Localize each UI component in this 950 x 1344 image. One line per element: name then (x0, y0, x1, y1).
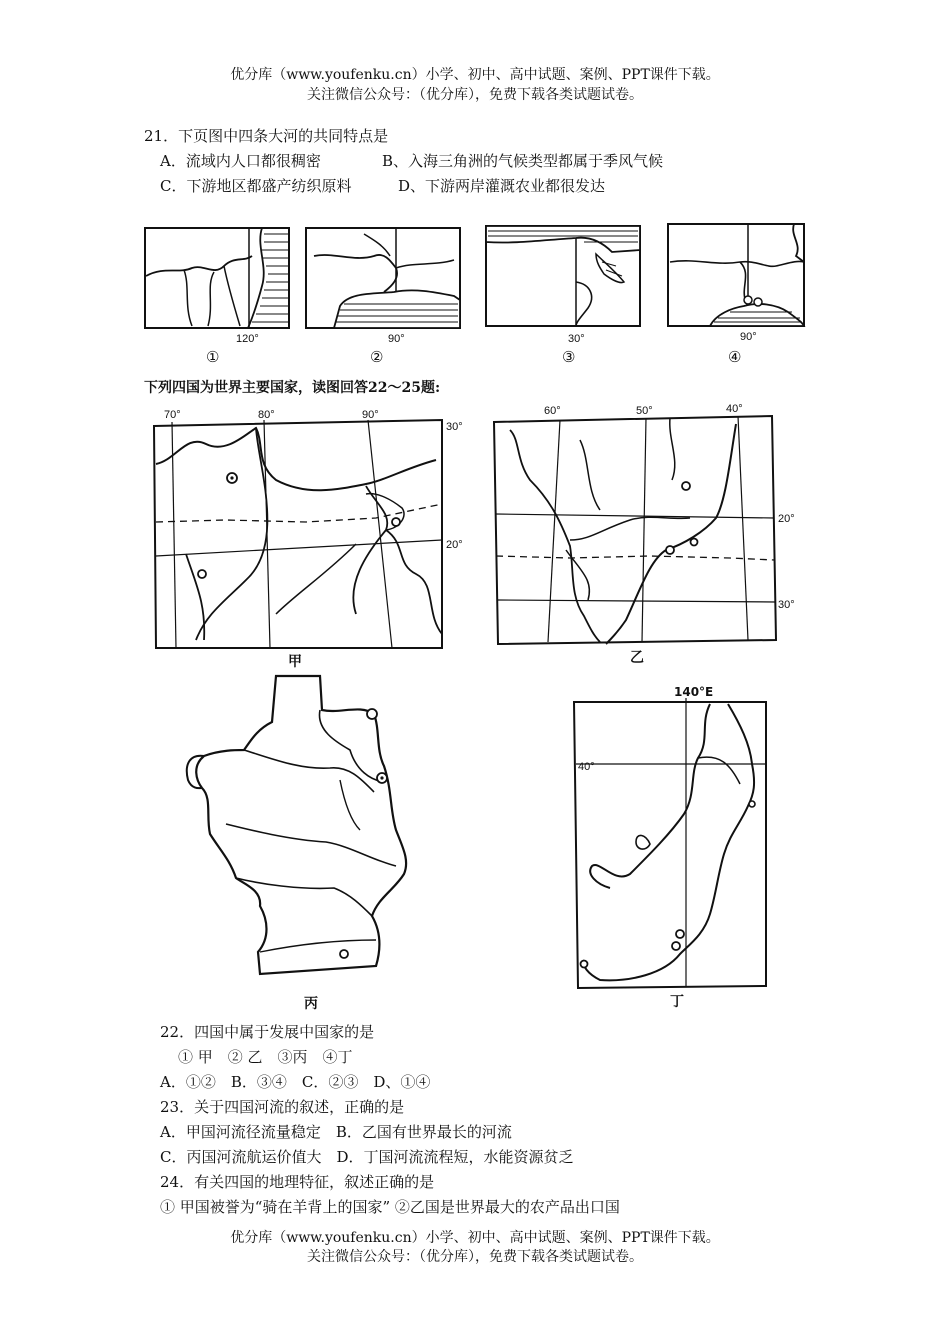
country-map-bing (140, 670, 440, 1016)
q23-options-cd: C．丙国河流航运价值大 D．丁国河流流程短，水能资源贫乏 (160, 1148, 574, 1166)
q23-options-ab: A．甲国河流径流量稳定 B．乙国有世界最长的河流 (160, 1123, 512, 1141)
river-map-4 (666, 222, 811, 366)
yi-lon-3: 40° (726, 403, 743, 415)
q24-items: ① 甲国被誉为“骑在羊背上的国家” ②乙国是世界最大的农产品出口国 (160, 1198, 620, 1216)
ding-label: 丁 (670, 994, 684, 1010)
jia-lon-3: 90° (362, 409, 379, 421)
map2-longitude-label: 90° (388, 333, 405, 345)
country-map-ding (570, 684, 780, 1012)
map3-label: ③ (562, 348, 576, 366)
jia-lat-2: 20° (446, 539, 463, 551)
river-map-2 (304, 226, 464, 366)
jia-label: 甲 (288, 654, 302, 670)
header-line-2: 关注微信公众号：（优分库），免费下载各类试题试卷。 (307, 87, 643, 103)
map1-longitude-label: 120° (236, 333, 259, 345)
q22-stem: 22．四国中属于发展中国家的是 (160, 1023, 375, 1041)
jia-lon-2: 80° (258, 409, 275, 421)
yi-label: 乙 (630, 650, 644, 666)
yi-lon-1: 60° (544, 405, 561, 417)
header-line-1: 优分库（www.youfenku.cn）小学、初中、高中试题、案例、PPT课件下载。 (230, 67, 720, 83)
yi-lon-2: 50° (636, 405, 653, 417)
jia-lon-1: 70° (164, 409, 181, 421)
section-intro: 下列四国为世界主要国家，读图回答22～25题: (144, 380, 441, 396)
q21-option-a: A．流域内人口都很稠密 (160, 152, 321, 170)
q21-stem: 21．下页图中四条大河的共同特点是 (144, 127, 389, 145)
map3-longitude-label: 30° (568, 333, 585, 345)
q22-options: A．①② B．③④ C．②③ D、①④ (160, 1073, 431, 1091)
map2-label: ② (370, 348, 384, 366)
footer-line-2: 关注微信公众号：（优分库），免费下载各类试题试卷。 (307, 1249, 643, 1265)
jia-lat-1: 30° (446, 421, 463, 433)
q21-option-b: B、入海三角洲的气候类型都属于季风气候 (382, 152, 664, 170)
footer-line-1: 优分库（www.youfenku.cn）小学、初中、高中试题、案例、PPT课件下载。 (230, 1230, 720, 1246)
country-map-yi (490, 400, 810, 670)
bing-label: 丙 (304, 996, 318, 1012)
yi-lat-2: 30° (778, 599, 795, 611)
ding-lat: 40° (578, 761, 595, 773)
yi-lat-1: 20° (778, 513, 795, 525)
river-map-3 (484, 222, 644, 366)
map1-label: ① (206, 348, 220, 366)
map4-longitude-label: 90° (740, 331, 757, 343)
country-map-jia (146, 404, 476, 670)
ding-lon: 140°E (674, 685, 714, 699)
map4-label: ④ (728, 348, 742, 366)
q23-stem: 23．关于四国河流的叙述，正确的是 (160, 1098, 405, 1116)
q24-stem: 24．有关四国的地理特征，叙述正确的是 (160, 1173, 435, 1191)
river-map-1 (144, 226, 294, 366)
q21-option-d: D、下游两岸灌溉农业都很发达 (398, 177, 606, 195)
q21-option-c: C．下游地区都盛产纺织原料 (160, 177, 352, 195)
q22-items: ① 甲 ② 乙 ③丙 ④丁 (178, 1048, 353, 1066)
